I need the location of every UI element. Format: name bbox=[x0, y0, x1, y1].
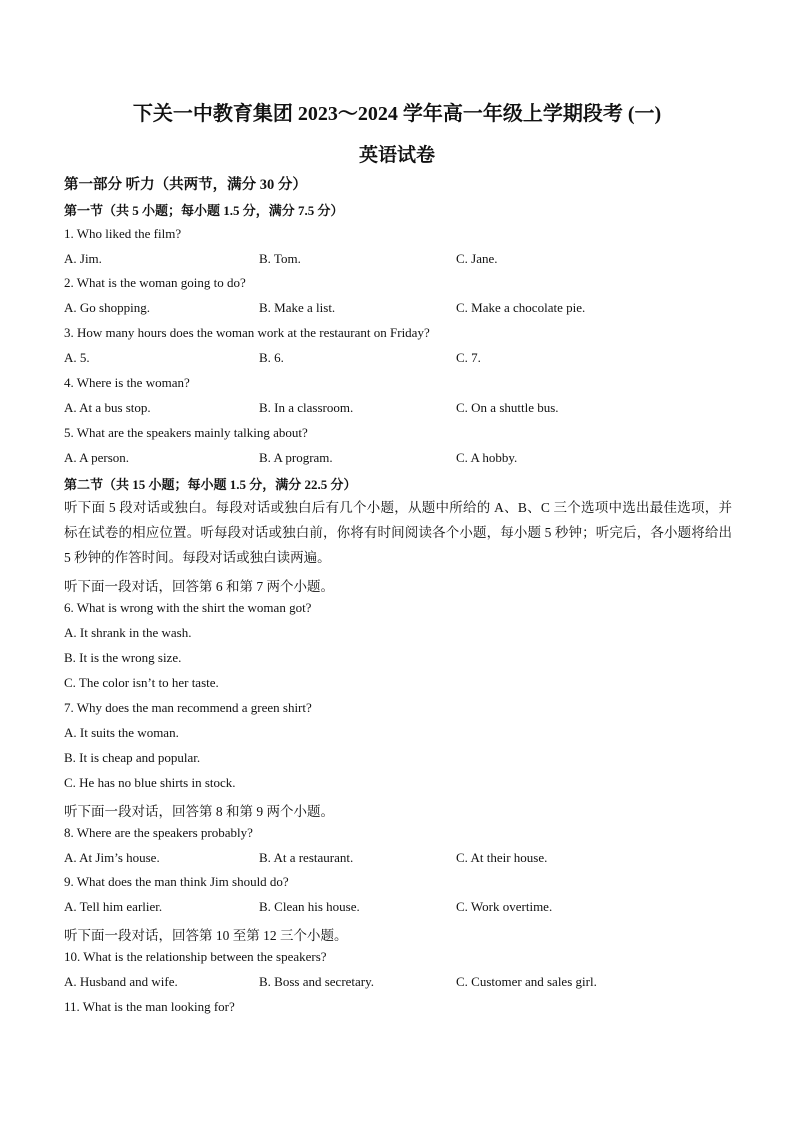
question-8: 8. Where are the speakers probably? bbox=[64, 825, 253, 840]
q8-option-b: B. At a restaurant. bbox=[259, 850, 354, 865]
q9-option-a: A. Tell him earlier. bbox=[64, 899, 163, 914]
section-two-heading: 第二节（共 15 小题；每小题 1.5 分，满分 22.5 分） bbox=[64, 477, 357, 492]
q3-option-a: A. 5. bbox=[64, 350, 90, 365]
q9-option-b: B. Clean his house. bbox=[259, 899, 360, 914]
dialogue-instruction-10-12: 听下面一段对话，回答第 10 至第 12 三个小题。 bbox=[64, 928, 348, 943]
q10-option-b: B. Boss and secretary. bbox=[259, 974, 375, 989]
q5-option-c: C. A hobby. bbox=[456, 450, 518, 465]
q4-option-b: B. In a classroom. bbox=[259, 400, 354, 415]
q3-option-c: C. 7. bbox=[456, 350, 481, 365]
q1-option-b: B. Tom. bbox=[259, 251, 301, 266]
q9-option-c: C. Work overtime. bbox=[456, 899, 553, 914]
q2-option-c: C. Make a chocolate pie. bbox=[456, 300, 586, 315]
q5-option-a: A. A person. bbox=[64, 450, 129, 465]
q6-option-b: B. It is the wrong size. bbox=[64, 650, 182, 665]
dialogue-instruction-6-7: 听下面一段对话，回答第 6 和第 7 两个小题。 bbox=[64, 579, 334, 594]
q10-option-c: C. Customer and sales girl. bbox=[456, 974, 597, 989]
q1-option-a: A. Jim. bbox=[64, 251, 102, 266]
q2-option-b: B. Make a list. bbox=[259, 300, 336, 315]
question-11: 11. What is the man looking for? bbox=[64, 999, 235, 1014]
q3-option-b: B. 6. bbox=[259, 350, 284, 365]
dialogue-instruction-8-9: 听下面一段对话，回答第 8 和第 9 两个小题。 bbox=[64, 804, 334, 819]
question-7: 7. Why does the man recommend a green shirt? bbox=[64, 700, 312, 715]
q6-option-c: C. The color isn’t to her taste. bbox=[64, 675, 219, 690]
q7-option-a: A. It suits the woman. bbox=[64, 725, 179, 740]
section-one-heading: 第一节（共 5 小题；每小题 1.5 分，满分 7.5 分） bbox=[64, 203, 344, 218]
question-2: 2. What is the woman going to do? bbox=[64, 275, 246, 290]
exam-subtitle: 英语试卷 bbox=[358, 145, 435, 166]
q5-option-b: B. A program. bbox=[259, 450, 333, 465]
q8-option-a: A. At Jim’s house. bbox=[64, 850, 160, 865]
q7-option-c: C. He has no blue shirts in stock. bbox=[64, 775, 236, 790]
q10-option-a: A. Husband and wife. bbox=[64, 974, 178, 989]
question-10: 10. What is the relationship between the speakers? bbox=[64, 949, 327, 964]
q4-option-c: C. On a shuttle bus. bbox=[456, 400, 559, 415]
q4-option-a: A. At a bus stop. bbox=[64, 400, 151, 415]
question-4: 4. Where is the woman? bbox=[64, 375, 190, 390]
q7-option-b: B. It is cheap and popular. bbox=[64, 750, 201, 765]
question-1: 1. Who liked the film? bbox=[64, 226, 182, 241]
question-3: 3. How many hours does the woman work at the restaurant on Friday? bbox=[64, 325, 430, 340]
part-one-heading: 第一部分 听力（共两节，满分 30 分） bbox=[64, 177, 307, 193]
listening-instructions: 听下面 5 段对话或独白。每段对话或独白后有几个小题，从题中所给的 A、B、C 三个选项中选出最佳选项，并标在试卷的相应位置。听每段对话或独白前，你将有时间阅读各个小题，每小题 5 秒钟；听完后，各小题将给出 5 秒钟的作答时间。每段对话或独白读两遍。 bbox=[64, 500, 732, 565]
q2-option-a: A. Go shopping. bbox=[64, 300, 150, 315]
q6-option-a: A. It shrank in the wash. bbox=[64, 625, 192, 640]
question-9: 9. What does the man think Jim should do? bbox=[64, 874, 289, 889]
q8-option-c: C. At their house. bbox=[456, 850, 548, 865]
question-5: 5. What are the speakers mainly talking about? bbox=[64, 425, 308, 440]
exam-title: 下关一中教育集团 2023～2024 学年高一年级上学期段考 (一) bbox=[132, 103, 662, 125]
question-6: 6. What is wrong with the shirt the woman got? bbox=[64, 600, 312, 615]
q1-option-c: C. Jane. bbox=[456, 251, 498, 266]
